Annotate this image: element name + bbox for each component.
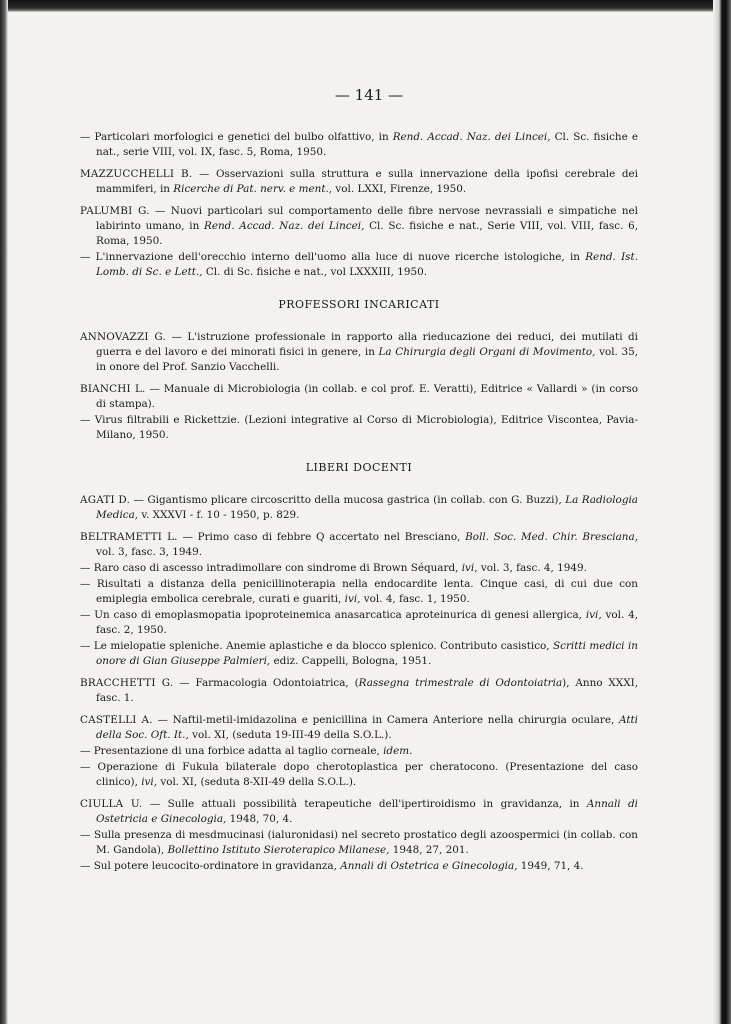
citation-text: vol. 4, fasc. 1, 1950. <box>360 593 470 605</box>
citation-text: vol. XI, (seduta 19-III-49 della S.O.L.). <box>188 729 392 741</box>
citation-text: — L'innervazione dell'orecchio interno dell'uomo alla luce di nuove ricerche istologiche, in <box>80 251 586 263</box>
bibliography-item <box>80 577 638 607</box>
publication-title: Boll. Soc. Med. Chir. Bresciana, <box>465 531 638 543</box>
citation-text: vol. LXXI, Firenze, 1950. <box>332 183 467 195</box>
publication-title: Annali di Ostetrica e Ginecologia, <box>340 860 518 872</box>
scan-shadow-top <box>0 0 731 12</box>
bibliography-item <box>80 167 638 197</box>
publication-title: Annali di Ostetricia e Ginecologia, <box>96 798 638 825</box>
bibliography-item <box>80 676 638 706</box>
publication-title: idem. <box>383 745 413 757</box>
citation-text: — Sulle attuali possibilità terapeutiche dell'ipertiroidismo in gravidanza, in <box>142 798 587 810</box>
bibliography-entry <box>80 130 638 160</box>
author-name: CIULLA U. <box>80 798 143 810</box>
publication-title: ivi, <box>344 593 361 605</box>
bibliography-item <box>80 828 638 858</box>
bibliography-entry <box>80 676 638 706</box>
citation-text: v. XXXVI - f. 10 - 1950, p. 829. <box>138 509 300 521</box>
bibliography-entry <box>80 330 638 375</box>
citation-text: — Le mielopatie spleniche. Anemie aplastiche e da blocco splenico. Contributo casistico, <box>80 640 554 652</box>
citation-text: — L'istruzione professionale in rapporto alla rieducazione dei reduci, dei mutilati di guerra e del lavoro e dei minorati fisici in genere, in <box>96 331 638 358</box>
bibliography-item <box>80 561 638 576</box>
citation-text: — Manuale di Microbiologia (in collab. e col prof. E. Veratti), Editrice « Vallardi » (in corso di stampa). <box>96 383 638 410</box>
author-name: BRACCHETTI G. <box>80 677 174 689</box>
citation-text: 1949, 71, 4. <box>517 860 584 872</box>
bibliography-entry <box>80 493 638 523</box>
bibliography-item <box>80 330 638 375</box>
bibliography-content <box>80 130 638 874</box>
scan-shadow-left <box>0 0 8 1024</box>
citation-text: vol. 35, in onore del Prof. Sanzio Vacchelli. <box>96 346 638 373</box>
bibliography-item <box>80 713 638 743</box>
citation-text: Cl. Sc. fisiche e nat., serie VIII, vol. IX, fasc. 5, Roma, 1950. <box>96 131 638 158</box>
citation-text: Cl. di Sc. fisiche e nat., vol LXXXIII, 1950. <box>202 266 428 278</box>
bibliography-item <box>80 760 638 790</box>
publication-title: Rend. Accad. Naz. dei Lincei, <box>392 131 551 143</box>
bibliography-item <box>80 250 638 280</box>
citation-text: 1948, 70, 4. <box>226 813 293 825</box>
citation-text: — Particolari morfologici e genetici del bulbo olfattivo, in <box>80 131 393 143</box>
citation-text: — Primo caso di febbre Q accertato nel Bresciano, <box>177 531 466 543</box>
bibliography-item <box>80 639 638 669</box>
author-name: ANNOVAZZI G. <box>80 331 166 343</box>
author-name: PALUMBI G. <box>80 205 150 217</box>
publication-title: Rend. Accad. Naz. dei Lincei, <box>204 220 365 232</box>
bibliography-entry <box>80 713 638 790</box>
publication-title: Atti della Soc. Oft. It., <box>96 714 638 741</box>
citation-text: — Gigantismo plicare circoscritto della mucosa gastrica (in collab. con G. Buzzi), <box>130 494 566 506</box>
publication-title: ivi, <box>461 562 478 574</box>
citation-text: — Operazione di Fukula bilaterale dopo cherotoplastica per cheratocono. (Presentazione del caso clinico), <box>80 761 638 788</box>
citation-text: vol. 4, fasc. 2, 1950. <box>96 609 638 636</box>
bibliography-entry <box>80 204 638 280</box>
bibliography-entry <box>80 382 638 443</box>
citation-text: vol. 3, fasc. 4, 1949. <box>477 562 587 574</box>
citation-text: — Raro caso di ascesso intradimollare con sindrome di Brown Séquard, <box>80 562 462 574</box>
citation-text: vol. 3, fasc. 3, 1949. <box>96 546 203 558</box>
page-number: — 141 — <box>334 86 404 104</box>
author-name: BELTRAMETTI L. <box>80 531 178 543</box>
bibliography-item <box>80 493 638 523</box>
section-heading: LIBERI DOCENTI <box>305 461 413 474</box>
publication-title: Rassegna trimestrale di Odontoiatria <box>358 677 563 689</box>
citation-text: — Nuovi particolari sul comportamento delle fibre nervose nevrassiali e simpatiche nel labirinto umano, in <box>96 205 639 232</box>
citation-text: — Osservazioni sulla struttura e sulla innervazione della ipofisi cerebrale dei mammiferi, in <box>96 168 638 195</box>
author-name: MAZZUCCHELLI B. <box>80 168 193 180</box>
citation-text: Cl. Sc. fisiche e nat., Serie VIII, vol. VIII, fasc. 6, Roma, 1950. <box>96 220 638 247</box>
bibliography-item <box>80 859 638 874</box>
bibliography-entry <box>80 530 638 669</box>
bibliography-item <box>80 382 638 412</box>
author-name: BIANCHI L. <box>80 383 146 395</box>
citation-text: ), Anno XXXI, fasc. 1. <box>96 677 638 704</box>
citation-text: — Sul potere leucocito-ordinatore in gravidanza, <box>80 860 341 872</box>
bibliography-item <box>80 608 638 638</box>
publication-title: La Chirurgia degli Organi di Movimento, <box>378 346 596 358</box>
citation-text: — Risultati a distanza della penicillinoterapia nella endocardite lenta. Cinque casi, di cui due con emiplegia embolica cerebrale, curati e guariti, <box>80 578 638 605</box>
bibliography-item <box>80 204 638 249</box>
publication-title: Rend. Ist. Lomb. di Sc. e Lett., <box>96 251 638 278</box>
citation-text: — Un caso di emoplasmopatia ipoproteinemica anasarcatica aproteinurica di genesi allergica, <box>80 609 586 621</box>
citation-text: — Presentazione di una forbice adatta al taglio corneale, <box>80 745 384 757</box>
publication-title: Scritti medici in onore di Gian Giuseppe Palmieri, <box>96 640 638 667</box>
bibliography-entry <box>80 167 638 197</box>
citation-text: — Virus filtrabili e Rickettzie. (Lezioni integrative al Corso di Microbiologia), Editrice Viscontea, Pavia-Milano, 1950. <box>80 414 638 441</box>
citation-text: 1948, 27, 201. <box>389 844 469 856</box>
bibliography-item <box>80 797 638 827</box>
bibliography-item <box>80 413 638 443</box>
bibliography-item <box>80 744 638 759</box>
citation-text: — Naftil-metil-imidazolina e penicillina in Camera Anteriore nella chirurgia oculare, <box>152 714 619 726</box>
document-page <box>80 88 638 875</box>
author-name: AGATI D. <box>80 494 131 506</box>
section-heading: PROFESSORI INCARICATI <box>278 298 440 311</box>
bibliography-item <box>80 130 638 160</box>
publication-title: La Radiologia Medica, <box>96 494 638 521</box>
publication-title: ivi, <box>141 776 158 788</box>
scan-shadow-right <box>713 0 731 1024</box>
bibliography-entry <box>80 797 638 874</box>
citation-text: vol. XI, (seduta 8-XII-49 della S.O.L.). <box>157 776 357 788</box>
bibliography-item <box>80 530 638 560</box>
publication-title: Ricerche di Pat. nerv. e ment., <box>173 183 333 195</box>
author-name: CASTELLI A. <box>80 714 153 726</box>
citation-text: ediz. Cappelli, Bologna, 1951. <box>270 655 432 667</box>
publication-title: Bollettino Istituto Sieroterapico Milanese, <box>167 844 390 856</box>
publication-title: ivi, <box>585 609 602 621</box>
citation-text: — Farmacologia Odontoiatrica, ( <box>173 677 359 689</box>
citation-text: — Sulla presenza di mesdmucinasi (ialuronidasi) nel secreto prostatico degli azoospermici (in collab. con M. Gandola), <box>80 829 638 856</box>
